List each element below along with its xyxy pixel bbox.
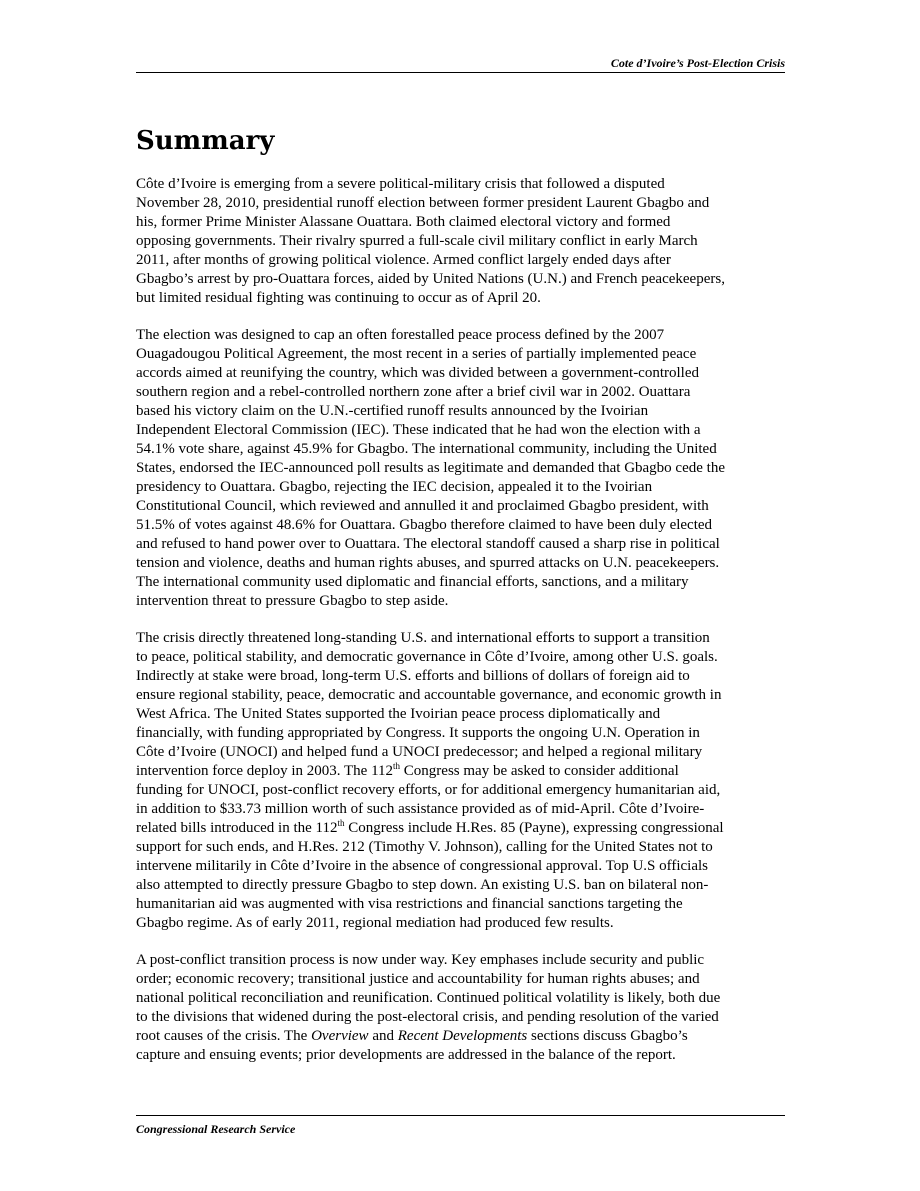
text-line: intervention threat to pressure Gbagbo to step aside.	[136, 593, 449, 609]
text-line: ensure regional stability, peace, democratic and accountable governance, and economic growth in	[136, 687, 722, 703]
section-title: Summary	[136, 126, 275, 156]
running-header: Cote d’Ivoire’s Post-Election Crisis	[610, 56, 785, 70]
text-line: The crisis directly threatened long-standing U.S. and international efforts to support a transition	[136, 630, 710, 646]
text-line: Gbagbo regime. As of early 2011, regional mediation had produced few results.	[136, 915, 614, 931]
text-line: opposing governments. Their rivalry spurred a full-scale civil military conflict in early March	[136, 233, 698, 249]
text-line: in addition to $33.73 million worth of such assistance provided as of mid-April. Côte d’Ivoire-	[136, 801, 705, 817]
text-line: The election was designed to cap an often forestalled peace process defined by the 2007	[136, 327, 665, 343]
text-line: related bills introduced in the 112th Congress include H.Res. 85 (Payne), expressing congressional	[136, 818, 724, 836]
text-line: 2011, after months of growing political violence. Armed conflict largely ended days after	[136, 252, 671, 268]
text-line: A post-conflict transition process is now under way. Key emphases include security and public	[136, 952, 705, 968]
text-line: also attempted to directly pressure Gbagbo to step down. An existing U.S. ban on bilateral non-	[136, 877, 709, 893]
text-line: based his victory claim on the U.N.-certified runoff results announced by the Ivoirian	[136, 403, 649, 419]
text-line: 54.1% vote share, against 45.9% for Gbagbo. The international community, including the United	[136, 441, 717, 457]
text-line: Gbagbo’s arrest by pro-Ouattara forces, aided by United Nations (U.N.) and French peacekeepers,	[136, 271, 725, 287]
text-line: intervene militarily in Côte d’Ivoire in the absence of congressional approval. Top U.S officials	[136, 858, 708, 874]
text-line: and refused to hand power over to Ouattara. The electoral standoff caused a sharp rise in political	[136, 536, 720, 552]
text-line: November 28, 2010, presidential runoff election between former president Laurent Gbagbo and	[136, 195, 710, 211]
text-line: root causes of the crisis. The Overview and Recent Developments sections discuss Gbagbo’s	[136, 1028, 688, 1044]
text-line: Ouagadougou Political Agreement, the most recent in a series of partially implemented peace	[136, 346, 697, 362]
text-line: but limited residual fighting was continuing to occur as of April 20.	[136, 290, 541, 306]
text-line: southern region and a rebel-controlled northern zone after a brief civil war in 2002. Ouattara	[136, 384, 691, 400]
text-line: intervention force deploy in 2003. The 112th Congress may be asked to consider additional	[136, 761, 679, 779]
text-line: humanitarian aid was augmented with visa restrictions and financial sanctions targeting the	[136, 896, 683, 912]
text-line: tension and violence, deaths and human rights abuses, and spurred attacks on U.N. peacekeepers.	[136, 555, 720, 571]
footer-rule	[136, 1115, 785, 1116]
text-line: presidency to Ouattara. Gbagbo, rejecting the IEC decision, appealed it to the Ivoirian	[136, 479, 653, 495]
text-line: to the divisions that widened during the post-electoral crisis, and pending resolution of the varied	[136, 1009, 719, 1025]
text-line: national political reconciliation and reunification. Continued political volatility is likely, both due	[136, 990, 721, 1006]
text-line: his, former Prime Minister Alassane Ouattara. Both claimed electoral victory and formed	[136, 214, 671, 230]
summary-body	[136, 175, 785, 1083]
text-line: Côte d’Ivoire (UNOCI) and helped fund a UNOCI predecessor; and helped a regional military	[136, 744, 703, 760]
text-line: capture and ensuing events; prior developments are addressed in the balance of the report.	[136, 1047, 676, 1063]
text-line: 51.5% of votes against 48.6% for Ouattara. Gbagbo therefore claimed to have been duly elected	[136, 517, 713, 533]
text-line: to peace, political stability, and democratic governance in Côte d’Ivoire, among other U.S. goals.	[136, 649, 718, 665]
paragraph-3	[136, 629, 785, 933]
paragraph-1	[136, 175, 785, 308]
text-line: Constitutional Council, which reviewed and annulled it and proclaimed Gbagbo president, with	[136, 498, 709, 514]
paragraph-2	[136, 326, 785, 611]
text-line: Indirectly at stake were broad, long-term U.S. efforts and billions of dollars of foreign aid to	[136, 668, 690, 684]
text-line: order; economic recovery; transitional justice and accountability for human rights abuses; and	[136, 971, 700, 987]
text-line: The international community used diplomatic and financial efforts, sanctions, and a military	[136, 574, 689, 590]
text-line: support for such ends, and H.Res. 212 (Timothy V. Johnson), calling for the United States not to	[136, 839, 713, 855]
text-line: accords aimed at reunifying the country, which was divided between a government-controlled	[136, 365, 699, 381]
text-line: West Africa. The United States supported the Ivoirian peace process diplomatically and	[136, 706, 661, 722]
paragraph-4	[136, 951, 785, 1065]
header-rule	[136, 72, 785, 73]
text-line: Independent Electoral Commission (IEC). These indicated that he had won the election with a	[136, 422, 701, 438]
text-line: funding for UNOCI, post-conflict recovery efforts, or for additional emergency humanitarian aid,	[136, 782, 721, 798]
text-line: financially, with funding appropriated by Congress. It supports the ongoing U.N. Operation in	[136, 725, 700, 741]
text-line: States, endorsed the IEC-announced poll results as legitimate and demanded that Gbagbo cede the	[136, 460, 725, 476]
running-footer: Congressional Research Service	[136, 1122, 296, 1136]
text-line: Côte d’Ivoire is emerging from a severe political-military crisis that followed a disputed	[136, 176, 665, 192]
